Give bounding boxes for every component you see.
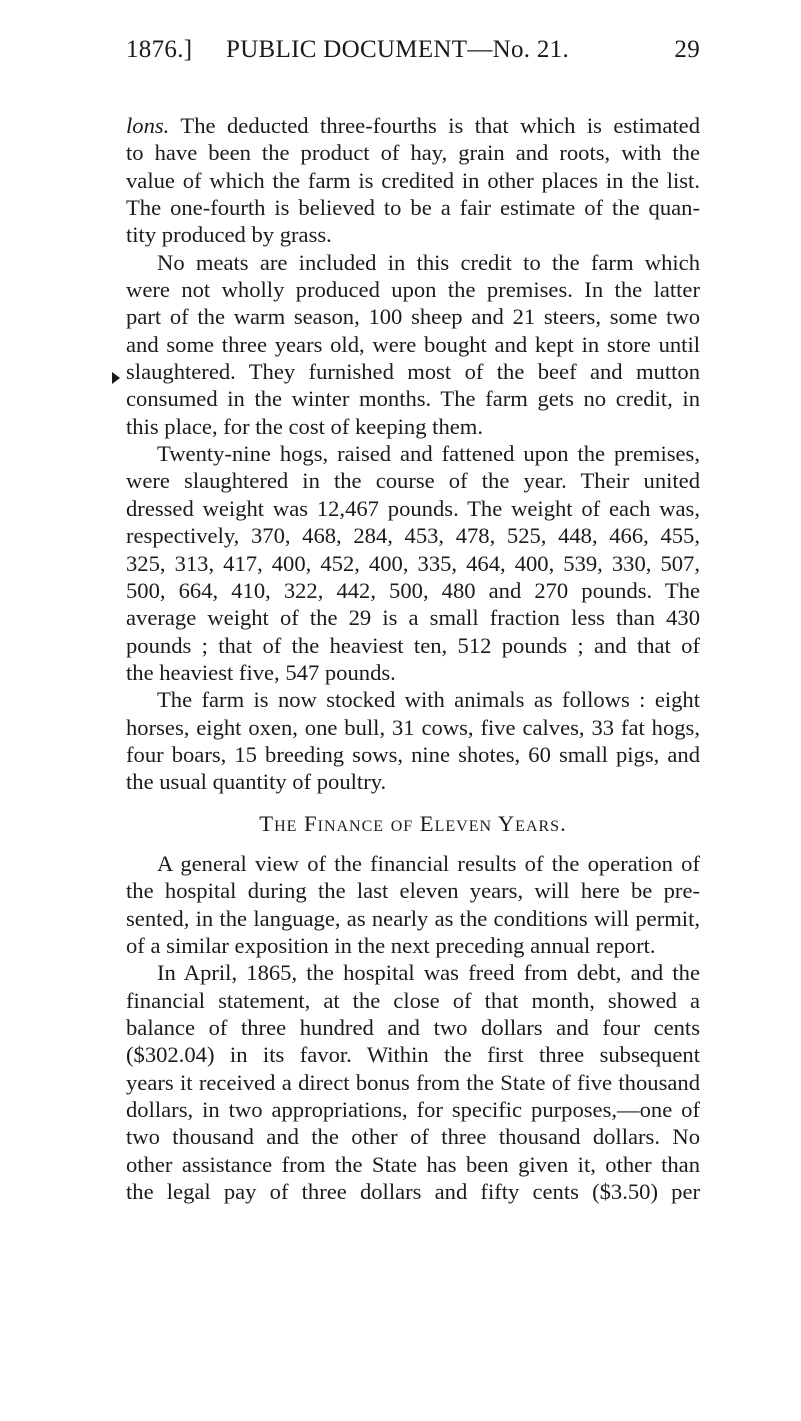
text-line: No meats are included in this credit to the farm which — [157, 249, 700, 275]
text-line: sented, in the language, as nearly as the conditions will permit, — [126, 905, 700, 931]
text-line: to have been the product of hay, grain and roots, with the — [126, 140, 700, 166]
text-line: balance of three hundred and two dollars and four cents — [126, 1015, 700, 1040]
text-line: were not wholly produced upon the premises. In the latter — [126, 277, 700, 303]
text-line: In April, 1865, the hospital was freed from debt, and the — [157, 960, 700, 986]
header-title: PUBLIC DOCUMENT—No. 21. — [226, 36, 570, 63]
text-line: dressed weight was 12,467 pounds. The weight of each was, — [126, 495, 700, 521]
text-line: the usual quantity of poultry. — [126, 769, 387, 795]
text-line: The farm is now stocked with animals as follows : eight — [157, 687, 700, 713]
text-line: this place, for the cost of keeping them. — [126, 413, 483, 439]
text-line: pounds ; that of the heaviest ten, 512 pounds ; and that of — [126, 632, 700, 658]
text-line: consumed in the winter months. The farm gets no credit, in — [126, 386, 700, 412]
text-line: average weight of the 29 is a small fraction less than 430 — [126, 605, 700, 631]
text-line: value of which the farm is credited in other places in the list. — [126, 167, 700, 193]
margin-mark-icon — [112, 372, 120, 384]
section-heading: The Finance of Eleven Years. — [259, 810, 567, 836]
italic-fragment: lons. — [126, 113, 170, 138]
text-line: were slaughtered in the course of the year. Their united — [126, 468, 700, 494]
text-line: four boars, 15 breeding sows, nine shotes, 60 small pigs, and — [126, 741, 700, 767]
text-line: slaughtered. They furnished most of the beef and mutton — [126, 359, 700, 385]
text-line: part of the warm season, 100 sheep and 21 steers, some two — [126, 304, 700, 330]
text-line: other assistance from the State has been given it, other than — [126, 1151, 700, 1177]
text-line: Twenty-nine hogs, raised and fattened upon the premises, — [157, 441, 700, 467]
text-line: respectively, 370, 468, 284, 453, 478, 525, 448, 466, 455, — [126, 523, 700, 549]
text-line: and some three years old, were bought and kept in store until — [126, 331, 700, 357]
text-line: the heaviest five, 547 pounds. — [126, 659, 396, 685]
text-line: The one-fourth is believed to be a fair estimate of the quan- — [126, 195, 700, 221]
text-line: 325, 313, 417, 400, 452, 400, 335, 464, 400, 539, 330, 507, — [126, 550, 700, 576]
text-line: A general view of the financial results of the operation of — [157, 850, 700, 876]
text-line: financial statement, at the close of that month, showed a — [126, 987, 700, 1013]
body-text — [126, 112, 700, 1205]
text-line: two thousand and the other of three thousand dollars. No — [126, 1124, 700, 1150]
text-line: horses, eight oxen, one bull, 31 cows, five calves, 33 fat hogs, — [126, 714, 700, 740]
text-line: tity produced by grass. — [126, 222, 332, 248]
text-line: years it received a direct bonus from the State of five thousand — [126, 1069, 700, 1095]
running-head — [126, 36, 700, 76]
page-number: 29 — [674, 36, 700, 63]
text-line: ($302.04) in its favor. Within the first three subsequent — [126, 1042, 700, 1068]
text-line: dollars, in two appropriations, for specific purposes,—one of — [126, 1097, 700, 1123]
text-line: the legal pay of three dollars and fifty cents ($3.50) per — [126, 1179, 700, 1205]
text-line: of a similar exposition in the next preceding annual report. — [126, 932, 656, 958]
header-year: 1876.] — [126, 36, 193, 63]
text-line: lons. The deducted three-fourths is that which is estimated — [126, 113, 700, 138]
text-line: the hospital during the last eleven years, will here be pre- — [126, 878, 700, 904]
text-line: 500, 664, 410, 322, 442, 500, 480 and 270 pounds. The — [126, 577, 700, 603]
